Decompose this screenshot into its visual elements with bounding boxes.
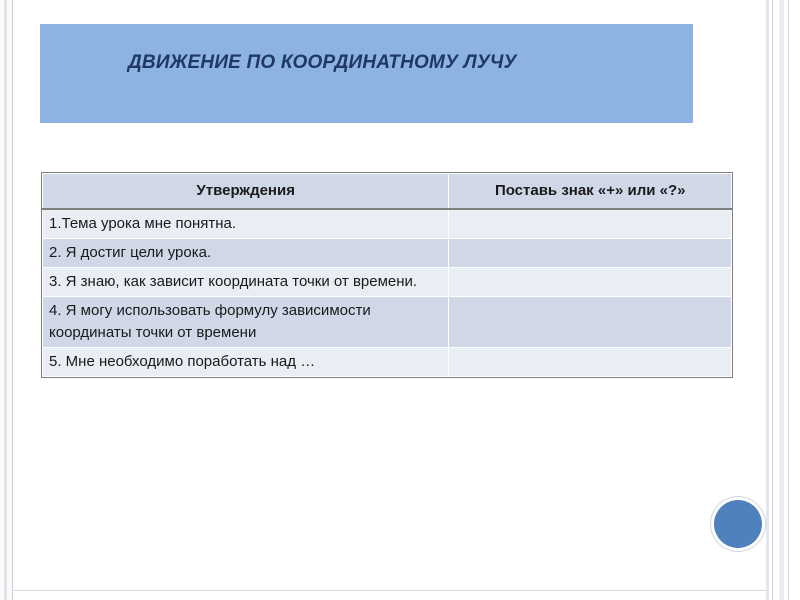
mark-cell[interactable] [449, 209, 732, 239]
statement-cell: 4. Я могу использовать формулу зависимости координаты точки от времени [43, 297, 449, 348]
slide-title: ДВИЖЕНИЕ ПО КООРДИНАТНОМУ ЛУЧУ [128, 52, 517, 73]
statement-cell: 2. Я достиг цели урока. [43, 239, 449, 268]
table-row [43, 239, 732, 268]
slide-left-border [0, 0, 13, 600]
column-header-statements: Утверждения [43, 174, 449, 210]
mark-cell[interactable] [449, 348, 732, 377]
mark-cell[interactable] [449, 268, 732, 297]
column-header-mark: Поставь знак «+» или «?» [449, 174, 732, 210]
statement-cell: 5. Мне необходимо поработать над … [43, 348, 449, 377]
table-row [43, 348, 732, 377]
statement-cell: 3. Я знаю, как зависит координата точки от времени. [43, 268, 449, 297]
decorative-circle [714, 500, 762, 548]
mark-cell[interactable] [449, 239, 732, 268]
table-row [43, 209, 732, 239]
mark-cell[interactable] [449, 297, 732, 348]
table-header-row [43, 174, 732, 210]
table-row [43, 268, 732, 297]
self-assessment-table [42, 173, 732, 377]
table-row [43, 297, 732, 348]
slide-right-border [766, 0, 800, 600]
slide-bottom-border [12, 590, 766, 591]
statement-cell: 1.Тема урока мне понятна. [43, 209, 449, 239]
